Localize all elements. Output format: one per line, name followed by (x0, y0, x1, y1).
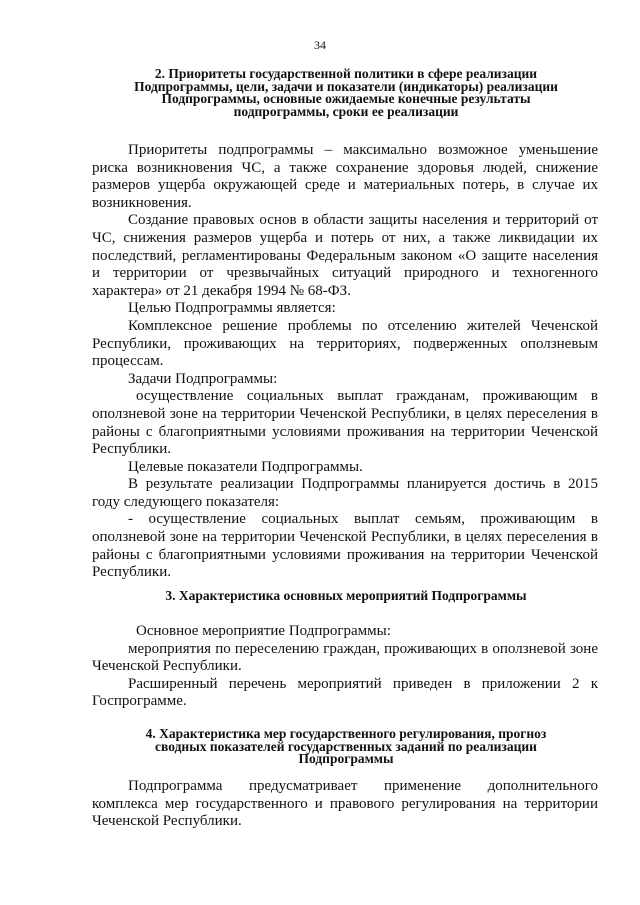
tasks-paragraph: осуществление социальных выплат гражданам, проживающим в оползневой зоне на территории Чеченской Республики, в целях переселения в районы с благоприятными условиями проживания на территории Чеченской Республики. (92, 388, 598, 458)
tasks-label: Задачи Подпрограммы: (128, 370, 278, 387)
indicators-label: Целевые показатели Подпрограммы. (128, 458, 363, 475)
page-number: 34 (314, 38, 326, 52)
section-2-heading (96, 68, 596, 118)
goal-paragraph: Комплексное решение проблемы по отселению жителей Чеченской Республики, проживающих на территориях, подверженных оползневым процессам. (92, 317, 598, 370)
section-2-heading-line: Подпрограммы, цели, задачи и показатели (индикаторы) реализации (134, 78, 558, 94)
priorities-paragraph: Приоритеты подпрограммы – максимально возможное уменьшение риска возникновения ЧС, а также сохранение здоровья людей, снижение размеров ущерба окружающей среде и материальных потерь, в случае их возникновения. (92, 142, 598, 211)
section-3-body (92, 623, 598, 711)
section-3-heading: 3. Характеристика основных мероприятий Подпрограммы (165, 588, 527, 603)
expected-result-paragraph: В результате реализации Подпрограммы планируется достичь в 2015 году следующего показателя: (92, 476, 598, 510)
main-activity-paragraph: мероприятия по переселению граждан, проживающих в оползневой зоне Чеченской Республики. (92, 640, 598, 675)
section-4-heading (96, 728, 596, 766)
section-4-heading-line: 4. Характеристика мер государственного регулирования, прогноз (145, 726, 547, 741)
section-4-heading-line: сводных показателей государственных заданий по реализации (155, 738, 537, 754)
section-4-heading-line: Подпрограммы (298, 751, 394, 766)
section-2-heading-line: подпрограммы, сроки ее реализации (233, 103, 459, 119)
main-activity-label: Основное мероприятие Подпрограммы: (136, 623, 391, 639)
goal-label: Целью Подпрограммы является: (128, 300, 336, 317)
extended-list-paragraph: Расширенный перечень мероприятий приведен в приложении 2 к Госпрограмме. (92, 675, 598, 710)
indicator-item-paragraph: - осуществление социальных выплат семьям, проживающим в оползневой зоне на территории Чеченской Республики, в целях переселения в районы с благоприятными условиями проживания на территории Чеченской Республики. (92, 511, 598, 581)
section-4-body (92, 778, 598, 831)
section-2-heading-line: Подпрограммы, основные ожидаемые конечные результаты (161, 91, 531, 106)
section-2-heading-line: 2. Приоритеты государственной политики в сфере реализации (154, 66, 538, 81)
section-2-body (92, 142, 598, 582)
regulation-paragraph: Подпрограмма предусматривает применение дополнительного комплекса мер государственного и правового регулирования на территории Чеченской Республики. (92, 778, 598, 830)
legal-basis-paragraph: Создание правовых основ в области защиты населения и территорий от ЧС, снижения размеров ущерба и потерь от них, а также ликвидации их последствий, регламентированы Федеральным законом «О защите населения и территории от чрезвычайных ситуаций природного и техногенного характера» от 21 декабря 1994 № 68-ФЗ. (92, 212, 598, 299)
